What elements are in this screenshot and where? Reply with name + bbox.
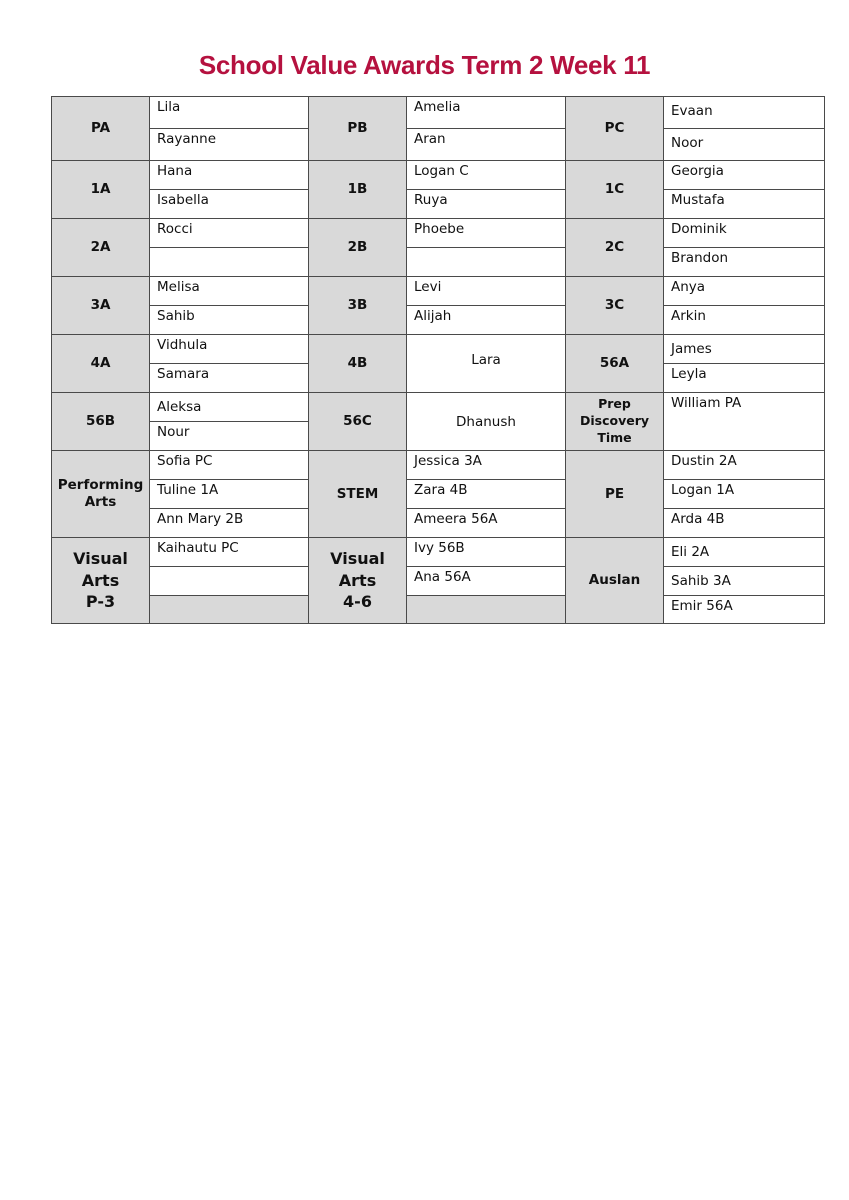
student-name: Eli 2A: [664, 538, 825, 567]
student-name: William PA: [664, 393, 825, 451]
class-cell: PA: [52, 97, 150, 161]
student-name: [150, 596, 309, 624]
table-row: [52, 509, 825, 538]
student-name: Tuline 1A: [150, 480, 309, 509]
class-cell: 56B: [52, 393, 150, 451]
student-name: Logan 1A: [664, 480, 825, 509]
student-name: Zara 4B: [407, 480, 566, 509]
student-name: Logan C: [407, 161, 566, 190]
class-cell: Auslan: [566, 538, 664, 624]
student-name: Emir 56A: [664, 596, 825, 624]
student-name: Sahib: [150, 306, 309, 335]
class-cell: 1B: [309, 161, 407, 219]
table-row: [52, 277, 825, 306]
class-cell: 2C: [566, 219, 664, 277]
student-name: [150, 248, 309, 277]
student-name: Ann Mary 2B: [150, 509, 309, 538]
student-name: Kaihautu PC: [150, 538, 309, 567]
student-name: Dominik: [664, 219, 825, 248]
table-row: [52, 190, 825, 219]
student-name: Phoebe: [407, 219, 566, 248]
student-name: Arda 4B: [664, 509, 825, 538]
table-row: [52, 393, 825, 422]
student-name: Lara: [407, 335, 566, 393]
student-name: Melisa: [150, 277, 309, 306]
student-name: Sahib 3A: [664, 567, 825, 596]
table-row: [52, 161, 825, 190]
student-name: Arkin: [664, 306, 825, 335]
student-name: Anya: [664, 277, 825, 306]
student-name: [407, 248, 566, 277]
table-row: [52, 451, 825, 480]
class-cell: Prep Discovery Time: [566, 393, 664, 451]
student-name: Levi: [407, 277, 566, 306]
class-cell: 4A: [52, 335, 150, 393]
student-name: Jessica 3A: [407, 451, 566, 480]
table-row: [52, 335, 825, 364]
table-row: [52, 567, 825, 596]
class-cell: 56A: [566, 335, 664, 393]
student-name: Amelia: [407, 97, 566, 129]
table-row: [52, 219, 825, 248]
table-row: [52, 596, 825, 624]
class-cell: 1C: [566, 161, 664, 219]
student-name: Mustafa: [664, 190, 825, 219]
student-name: Evaan: [664, 97, 825, 129]
student-name: Georgia: [664, 161, 825, 190]
student-name: Rayanne: [150, 129, 309, 161]
student-name: Ana 56A: [407, 567, 566, 596]
student-name: Ivy 56B: [407, 538, 566, 567]
table-row: [52, 306, 825, 335]
student-name: [150, 567, 309, 596]
student-name: Nour: [150, 422, 309, 451]
student-name: Dustin 2A: [664, 451, 825, 480]
class-cell: 3C: [566, 277, 664, 335]
student-name: James: [664, 335, 825, 364]
class-cell: Performing Arts: [52, 451, 150, 538]
student-name: Rocci: [150, 219, 309, 248]
class-cell: 2B: [309, 219, 407, 277]
student-name: Brandon: [664, 248, 825, 277]
student-name: Sofia PC: [150, 451, 309, 480]
table-row: [52, 97, 825, 129]
student-name: Ruya: [407, 190, 566, 219]
table-row: [52, 248, 825, 277]
class-cell: Visual Arts P-3: [52, 538, 150, 624]
class-cell: 2A: [52, 219, 150, 277]
student-name: Isabella: [150, 190, 309, 219]
awards-table: [51, 96, 825, 624]
class-cell: 3B: [309, 277, 407, 335]
table-row: [52, 480, 825, 509]
student-name: [407, 596, 566, 624]
class-cell: PE: [566, 451, 664, 538]
class-cell: 56C: [309, 393, 407, 451]
class-cell: 4B: [309, 335, 407, 393]
student-name: Ameera 56A: [407, 509, 566, 538]
class-cell: Visual Arts 4-6: [309, 538, 407, 624]
class-cell: PB: [309, 97, 407, 161]
student-name: Aleksa: [150, 393, 309, 422]
student-name: Samara: [150, 364, 309, 393]
class-cell: 3A: [52, 277, 150, 335]
student-name: Aran: [407, 129, 566, 161]
class-cell: 1A: [52, 161, 150, 219]
student-name: Dhanush: [407, 393, 566, 451]
table-row: [52, 538, 825, 567]
student-name: Hana: [150, 161, 309, 190]
class-cell: PC: [566, 97, 664, 161]
student-name: Leyla: [664, 364, 825, 393]
class-cell: STEM: [309, 451, 407, 538]
student-name: Noor: [664, 129, 825, 161]
table-row: [52, 129, 825, 161]
student-name: Lila: [150, 97, 309, 129]
student-name: Alijah: [407, 306, 566, 335]
student-name: Vidhula: [150, 335, 309, 364]
page-title: School Value Awards Term 2 Week 11: [198, 50, 651, 80]
